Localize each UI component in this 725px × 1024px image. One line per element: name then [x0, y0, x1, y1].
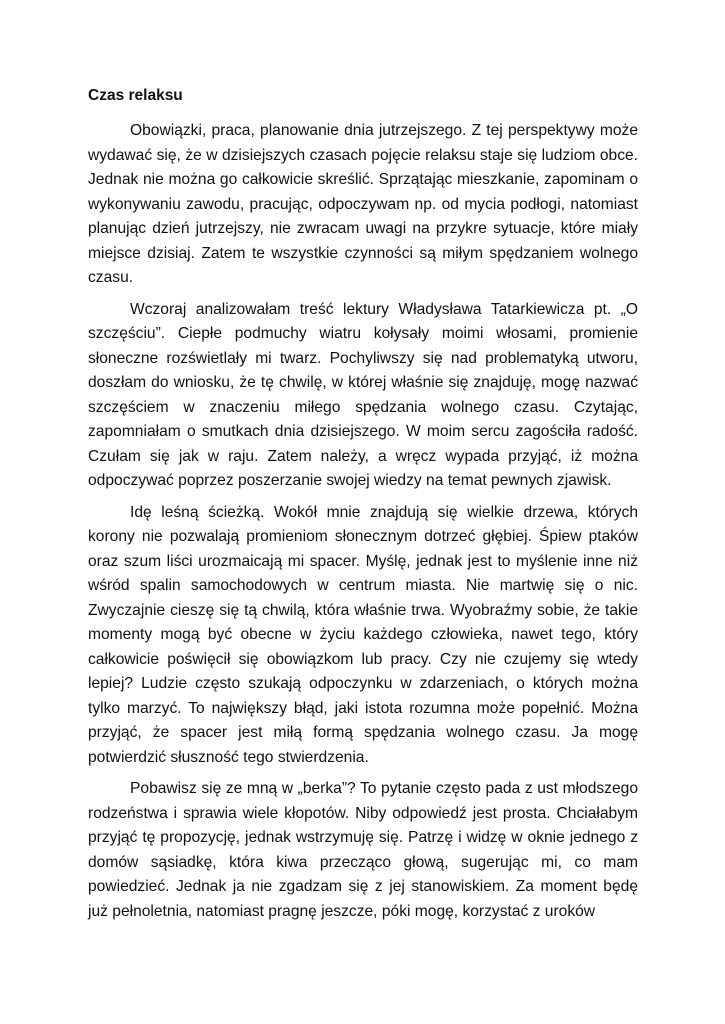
- paragraph-3: Idę leśną ścieżką. Wokół mnie znajdują się wielkie drzewa, których korony nie pozwalają promieniom słonecznym dotrzeć głębiej. Śpiew ptaków oraz szum liści urozmaicają mi spacer. Myślę, jednak jest to myślenie inne niż wśród spalin samochodowych w centrum miasta. Nie martwię się o nic. Zwyczajnie cieszę się tą chwilą, która właśnie trwa. Wyobraźmy sobie, że takie momenty mogą być obecne w życiu każdego człowieka, nawet tego, który całkowicie poświęcił się obowiązkom lub pracy. Czy nie czujemy się wtedy lepiej? Ludzie często szukają odpoczynku w zdarzeniach, o których można tylko marzyć. To największy błąd, jaki istota rozumna może popełnić. Można przyjąć, że spacer jest miłą formą spędzania wolnego czasu. Ja mogę potwierdzić słuszność tego stwierdzenia.: [88, 503, 638, 766]
- paragraph-2: Wczoraj analizowałam treść lektury Władysława Tatarkiewicza pt. „O szczęściu”. Ciepłe podmuchy wiatru kołysały moimi włosami, promienie słoneczne rozświetlały mi twarz. Pochyliwszy się nad problematyką utworu, doszłam do wniosku, że tę chwilę, w której właśnie się znajduję, mogę nazwać szczęściem w znaczeniu miłego spędzania wolnego czasu. Czytając, zapomniałam o smutkach dnia dzisiejszego. W moim sercu zagościła radość. Czułam się jak w raju. Zatem należy, a wręcz wypada przyjąć, iż można odpoczywać poprzez poszerzanie swojej wiedzy na temat pewnych zjawisk.: [88, 300, 638, 489]
- paragraph-4: Pobawisz się ze mną w „berka”? To pytanie często pada z ust młodszego rodzeństwa i sprawia wiele kłopotów. Niby odpowiedź jest prosta. Chciałabym przyjąć tę propozycję, jednak wstrzymuję się. Patrzę i widzę w oknie jednego z domów sąsiadkę, która kiwa przecząco głową, sugerując mi, co mam powiedzieć. Jednak ja nie zgadzam się z jej stanowiskiem. Za moment będę już pełnoletnia, natomiast pragnę jeszcze, póki mogę, korzystać z uroków: [88, 780, 638, 920]
- document-title: Czas relaksu: [88, 87, 183, 104]
- document-page: [88, 84, 638, 931]
- paragraph-1: Obowiązki, praca, planowanie dnia jutrzejszego. Z tej perspektywy może wydawać się, że w dzisiejszych czasach pojęcie relaksu staje się ludziom obce. Jednak nie można go całkowicie skreślić. Sprzątając mieszkanie, zapominam o wykonywaniu zawodu, pracując, odpoczywam np. od mycia podłogi, natomiast planując dzień jutrzejszy, nie zwracam uwagi na przykre sytuacje, które miały miejsce dzisiaj. Zatem te wszystkie czynności są miłym spędzaniem wolnego czasu.: [88, 122, 638, 286]
